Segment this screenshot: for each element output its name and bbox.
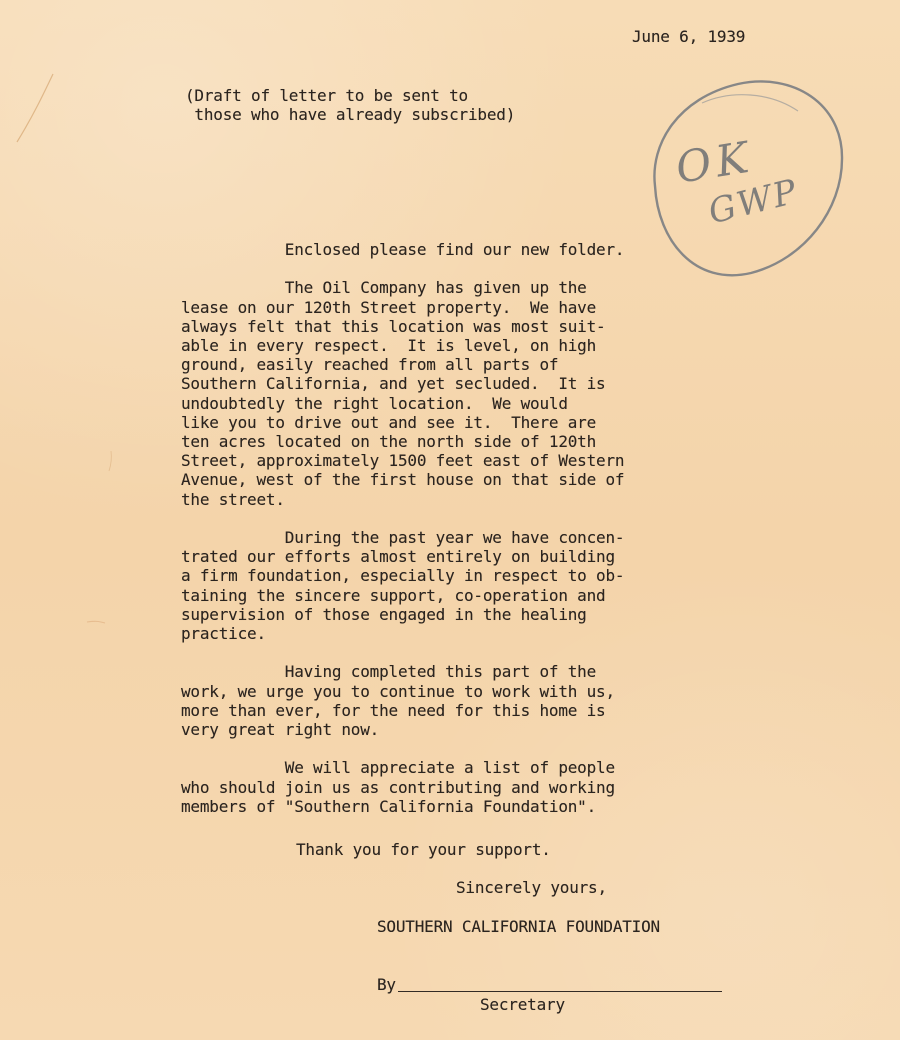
letter-body: Enclosed please find our new folder. The Oil Company has given up the lease on our 120th Street property. We have always felt that this location was most suit- able in every respect. It is level, on high ground, easily reached from all parts of Southern California, and yet secluded. It is undoubtedly the right location. We would like you to drive out and see it. There are ten acres located on the north side of 120th Street, approximately 1500 feet east of Western Avenue, west of the first house on that side of the street. During the past year we have concen- trated our efforts almost entirely on building a firm foundation, especially in respect to ob- taining the sincere support, co-operation and supervision of those engaged in the healing practice. Having completed this part of the work, we urge you to continue to work with us, more than ever, for the need for this home is very great right now. We will appreciate a list of people who should join us as contributing and working members of "Southern California Foundation". [181, 240, 625, 816]
organization-name: SOUTHERN CALIFORNIA FOUNDATION [377, 917, 660, 936]
draft-note: (Draft of letter to be sent to those who have already subscribed) [185, 86, 516, 125]
signature-by-label: By [377, 975, 396, 994]
letter-date: June 6, 1939 [632, 27, 746, 46]
signature-line [398, 991, 722, 992]
approval-initials-annotation: GWP [704, 171, 803, 233]
signature-title: Secretary [480, 995, 565, 1014]
closing-line: Sincerely yours, [456, 878, 607, 897]
approval-ok-annotation: OK [672, 132, 757, 194]
thanks-line: Thank you for your support. [296, 840, 551, 859]
